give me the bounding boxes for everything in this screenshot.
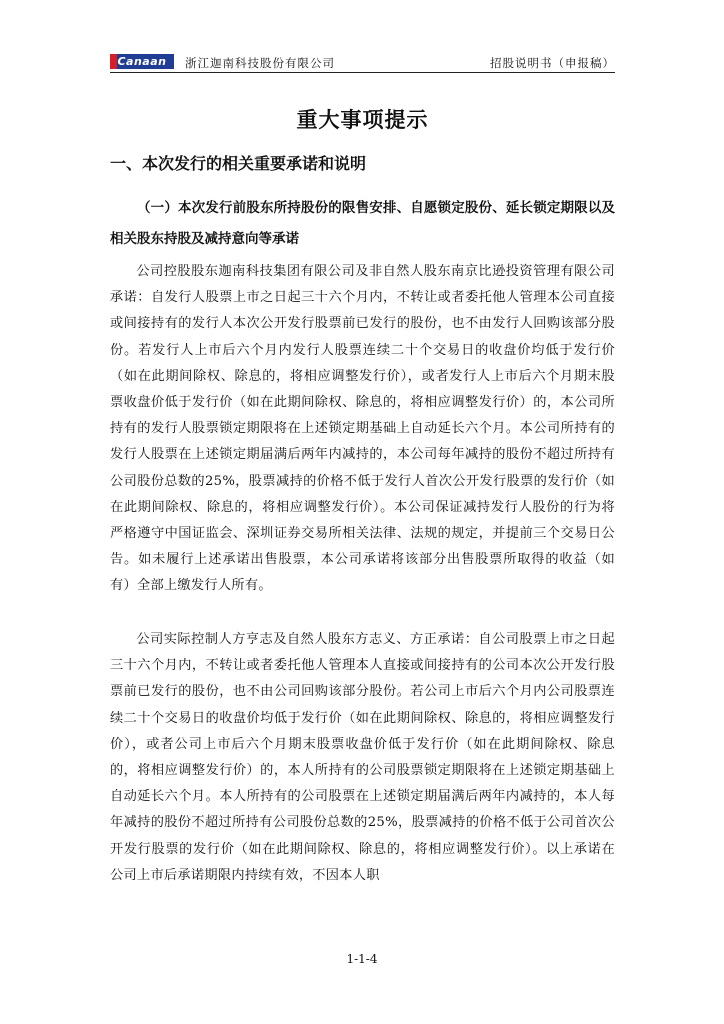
subsection-heading: （一）本次发行前股东所持股份的限售安排、自愿锁定股份、延长锁定期限以及相关股东持股及减持意向等承诺 xyxy=(110,200,615,247)
header-document-type: 招股说明书（申报稿） xyxy=(490,56,615,70)
page-number: 1-1-4 xyxy=(346,952,378,966)
body-paragraph: 公司实际控制人方亨志及自然人股东方志义、方正承诺：自公司股票上市之日起三十六个月内，不转让或者委托他人管理本人直接或间接持有的公司本次公开发行股票前已发行的股份，也不由公司回购该部分股份。若公司上市后六个月内公司股票连续二十个交易日的收盘价均低于发行价（如在此期间除权、除息的，将相应调整发行价），或者公司上市后六个月期末股票收盘价低于发行价（如在此期间除权、除息的，将相应调整发行价）的，本人所持有的公司股票锁定期限将在上述锁定期基础上自动延长六个月。本人所持有的公司股票在上述锁定期届满后两年内减持的，本人每年减持的股份不超过所持有公司股份总数的25%，股票减持的价格不低于公司首次公开发行股票的发行价（如在此期间除权、除息的，将相应调整发行价）。以上承诺在公司上市后承诺期限内持续有效，不因本人职 xyxy=(110,632,615,883)
header-company-name: 浙江迦南科技股份有限公司 xyxy=(185,56,335,70)
page-title: 重大事项提示 xyxy=(296,107,429,132)
body-paragraph: 公司控股股东迦南科技集团有限公司及非自然人股东南京比逊投资管理有限公司承诺：自发行人股票上市之日起三十六个月内，不转让或者委托他人管理本公司直接或间接持有的发行人本次公开发行股票前已发行的股份，也不由发行人回购该部分股份。若发行人上市后六个月内发行人股票连续二十个交易日的收盘价均低于发行价（如在此期间除权、除息的，将相应调整发行价），或者发行人上市后六个月期末股票收盘价低于发行价（如在此期间除权、除息的，将相应调整发行价）的，本公司所持有的发行人股票锁定期限将在上述锁定期基础上自动延长六个月。本公司所持有的发行人股票在上述锁定期届满后两年内减持的，本公司每年减持的股份不超过所持有公司股份总数的25%，股票减持的价格不低于发行人首次公开发行股票的发行价（如在此期间除权、除息的，将相应调整发行价）。本公司保证减持发行人股份的行为将严格遵守中国证监会、深圳证券交易所相关法律、法规的规定，并提前三个交易日公告。如未履行上述承诺出售股票，本公司承诺将该部分出售股票所取得的收益（如有）全部上缴发行人所有。 xyxy=(110,264,615,594)
logo-text: Canaan xyxy=(117,55,167,68)
logo-accent xyxy=(110,54,117,69)
company-logo xyxy=(110,54,174,69)
section-heading: 一、本次发行的相关重要承诺和说明 xyxy=(110,154,367,173)
page-header xyxy=(110,52,615,73)
